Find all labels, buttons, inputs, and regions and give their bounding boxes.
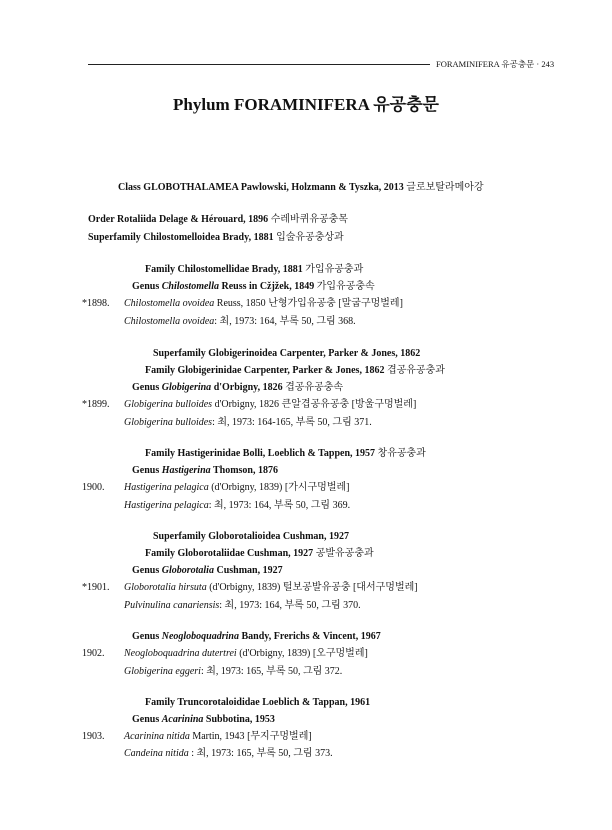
genus-heading: Genus Chilostomella Reuss in Cžjžek, 1849 가입유공충속 [132,281,375,292]
species-entry: Hastigerina pelagica (d'Orbigny, 1839) [가시구멍벌레] [124,482,350,493]
genus-heading: Genus Hastigerina Thomson, 1876 [132,465,278,476]
species-number: 1902. [82,648,105,659]
page-title: Phylum FORAMINIFERA 유공충문 [173,95,439,114]
family-heading: Family Globorotaliidae Cushman, 1927 공발유공충과 [145,548,374,559]
species-number: 1903. [82,731,105,742]
species-entry: Acarinina nitida Martin, 1943 [무지구멍벌레] [124,731,312,742]
synonym-reference: Candeina nitida : 최, 1973: 165, 부록 50, 그림 373. [124,748,333,759]
synonym-reference: Globigerina bulloides: 최, 1973: 164-165, 부록 50, 그림 371. [124,417,372,428]
species-entry: Neogloboquadrina dutertrei (d'Orbigny, 1839) [오구멍벌레] [124,648,368,659]
running-head: FORAMINIFERA 유공충문 · 243 [436,59,555,69]
genus-heading: Genus Globorotalia Cushman, 1927 [132,565,283,576]
family-heading: Family Chilostomellidae Brady, 1881 가입유공충과 [145,264,364,275]
superfamily-heading: Superfamily Globorotalioidea Cushman, 1927 [153,531,349,542]
genus-heading: Genus Neogloboquadrina Bandy, Frerichs & Vincent, 1967 [132,631,381,642]
header-rule [88,64,430,65]
synonym-reference: Pulvinulina canariensis: 최, 1973: 164, 부록 50, 그림 370. [124,600,361,611]
synonym-reference: Hastigerina pelagica: 최, 1973: 164, 부록 50, 그림 369. [124,500,351,511]
superfamily-heading: Superfamily Chilostomelloidea Brady, 1881 입술유공충상과 [88,232,344,243]
family-heading: Family Globigerinidae Carpenter, Parker & Jones, 1862 겹공유공충과 [145,365,445,376]
superfamily-heading: Superfamily Globigerinoidea Carpenter, Parker & Jones, 1862 [153,348,421,359]
species-entry: Globigerina bulloides d'Orbigny, 1826 큰알겹공유공충 [방울구멍벌레] [124,399,417,410]
family-heading: Family Hastigerinidae Bolli, Loeblich & Tappen, 1957 창유공충과 [145,448,426,459]
synonym-reference: Globigerina eggeri: 최, 1973: 165, 부록 50, 그림 372. [124,666,343,677]
species-entry: Globorotalia hirsuta (d'Orbigny, 1839) 털보공발유공충 [대서구멍벌레] [124,582,418,593]
genus-heading: Genus Acarinina Subbotina, 1953 [132,714,275,725]
family-heading: Family Truncorotaloididae Loeblich & Tappan, 1961 [145,697,371,708]
species-number: *1901. [82,582,110,593]
genus-heading: Genus Globigerina d'Orbigny, 1826 겹공유공충속 [132,382,344,393]
species-number: 1900. [82,482,105,493]
species-number: *1898. [82,298,110,309]
synonym-reference: Chilostomella ovoidea: 최, 1973: 164, 부록 50, 그림 368. [124,316,356,327]
species-entry: Chilostomella ovoidea Reuss, 1850 난형가입유공충 [말굽구멍벌레] [124,298,403,309]
class-heading: Class GLOBOTHALAMEA Pawlowski, Holzmann & Tyszka, 2013 글로보탈라메아강 [118,182,484,193]
species-number: *1899. [82,399,110,410]
order-heading: Order Rotaliida Delage & Hérouard, 1896 수레바퀴유공충목 [88,214,348,225]
